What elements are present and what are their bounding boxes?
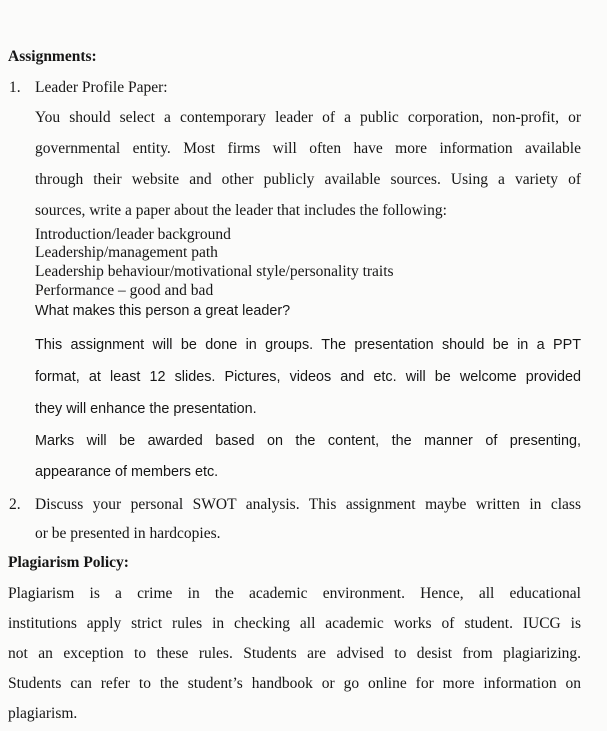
group-line: This assignment will be done in groups. The presentation should be in a PPT — [35, 337, 581, 353]
plagiarism-heading: Plagiarism Policy: — [8, 554, 129, 571]
topic-item: Introduction/leader background — [35, 226, 231, 243]
group-line: format, at least 12 slides. Pictures, videos and etc. will be welcome provided — [35, 369, 581, 385]
topic-item: Performance – good and bad — [35, 282, 214, 299]
item-1-number: 1. — [9, 79, 21, 96]
item-1-para-line: You should select a contemporary leader of a public corporation, non-profit, or — [35, 109, 581, 126]
plagiarism-line: not an exception to these rules. Students are advised to desist from plagiarizing. — [8, 645, 581, 662]
plagiarism-line: Students can refer to the student’s handbook or go online for more information on — [8, 675, 581, 692]
assignments-heading: Assignments: — [8, 48, 97, 65]
plagiarism-line: Plagiarism is a crime in the academic environment. Hence, all educational — [8, 585, 581, 602]
plagiarism-line: plagiarism. — [8, 705, 78, 722]
topic-question: What makes this person a great leader? — [35, 303, 291, 319]
item-2-line: or be presented in hardcopies. — [35, 525, 221, 542]
marks-line: appearance of members etc. — [35, 464, 219, 480]
item-1-para-line: sources, write a paper about the leader that includes the following: — [35, 202, 447, 219]
marks-line: Marks will be awarded based on the content, the manner of presenting, — [35, 433, 581, 449]
topic-item: Leadership behaviour/motivational style/personality traits — [35, 263, 394, 280]
item-1-para-line: governmental entity. Most firms will often have more information available — [35, 140, 581, 157]
topic-item: Leadership/management path — [35, 244, 218, 261]
item-2-number: 2. — [9, 496, 21, 513]
item-1-para-line: through their website and other publicly available sources. Using a variety of — [35, 171, 581, 188]
item-2-line: Discuss your personal SWOT analysis. This assignment maybe written in class — [35, 496, 581, 513]
item-1-title: Leader Profile Paper: — [35, 79, 168, 96]
group-line: they will enhance the presentation. — [35, 401, 257, 417]
plagiarism-line: institutions apply strict rules in checking all academic works of student. IUCG is — [8, 615, 581, 632]
